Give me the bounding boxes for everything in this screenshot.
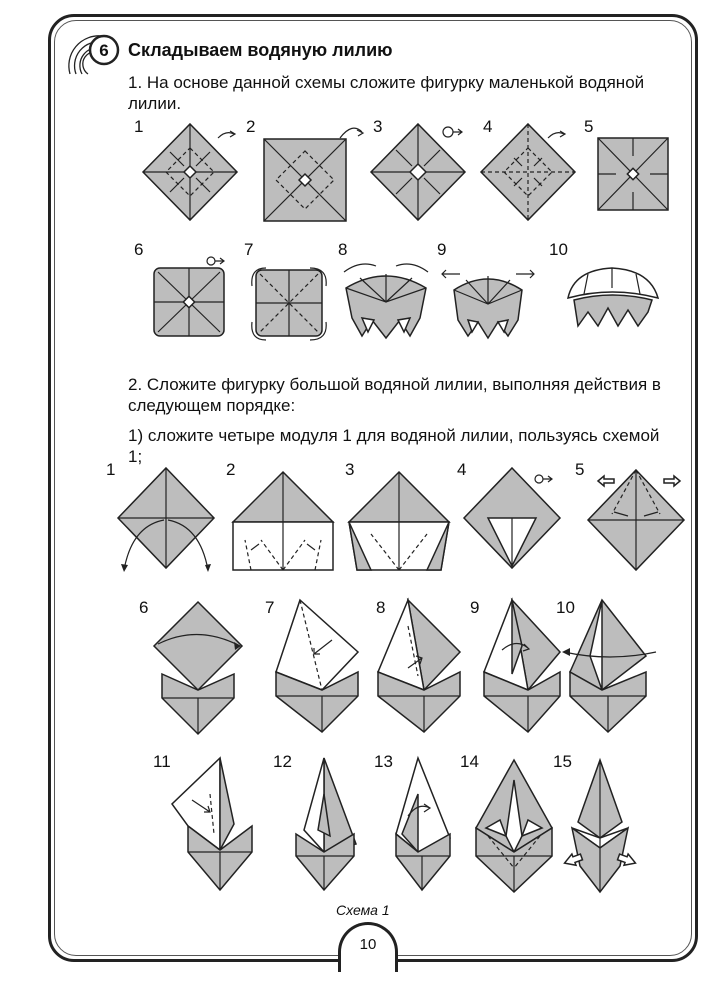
scheme-step-6-figure	[146, 600, 250, 736]
rotate-icon	[440, 124, 466, 140]
small-step-10-figure	[564, 264, 662, 334]
scheme-step-11-figure	[168, 754, 264, 894]
step-number: 3	[373, 117, 383, 136]
scheme-caption: Схема 1	[336, 902, 390, 918]
step-number: 5	[584, 117, 594, 136]
step-number: 4	[457, 460, 467, 479]
instruction-part1: 1. На основе данной схемы сложите фигурку маленькой водяной лилии.	[128, 73, 645, 113]
small-step-2-figure	[262, 137, 348, 223]
step-number: 12	[273, 752, 292, 771]
arrow-icon	[216, 128, 238, 142]
step-number: 8	[376, 598, 386, 617]
scheme-step-2-figure	[231, 470, 335, 574]
scheme-step-12-figure	[290, 754, 360, 894]
instruction-part2: 2. Сложите фигурку большой водяной лилии, выполняя действия в следующем порядке:	[128, 375, 661, 415]
scheme-step-10-figure	[560, 596, 660, 736]
step-number: 9	[437, 240, 447, 259]
scheme-step-1-figure	[114, 466, 218, 576]
step-number: 6	[134, 240, 144, 259]
step-number: 14	[460, 752, 479, 771]
step-number: 10	[556, 598, 575, 617]
step-number: 13	[374, 752, 393, 771]
scheme-step-14-figure	[466, 756, 562, 896]
small-step-6-figure	[152, 266, 226, 338]
step-number: 6	[139, 598, 149, 617]
flip-arrow-icon	[338, 124, 366, 142]
scheme-step-7-figure	[270, 596, 366, 736]
small-step-9-figure	[440, 262, 536, 342]
sun-icon	[62, 30, 122, 76]
scheme-step-8-figure	[372, 596, 468, 736]
step-number: 15	[553, 752, 572, 771]
step-number: 8	[338, 240, 348, 259]
spread-arrows-icon	[596, 474, 682, 488]
step-number: 11	[153, 752, 171, 771]
step-number: 1	[106, 460, 116, 479]
step-number: 9	[470, 598, 480, 617]
small-step-5-figure	[596, 136, 670, 212]
instruction-step1: 1) сложите четыре модуля 1 для водяной лилии, пользуясь схемой 1;	[128, 426, 660, 466]
step-number: 4	[483, 117, 493, 136]
rotate-icon	[205, 254, 227, 268]
step-number: 1	[134, 117, 144, 136]
step-number: 7	[265, 598, 275, 617]
section-number: 6	[99, 41, 109, 60]
small-step-8-figure	[340, 258, 432, 342]
step-number: 7	[244, 240, 254, 259]
flip-icon	[532, 472, 556, 486]
scheme-step-3-figure	[347, 470, 451, 574]
step-number: 3	[345, 460, 355, 479]
small-step-7-figure	[250, 266, 328, 342]
scheme-step-13-figure	[388, 754, 458, 894]
step-number: 10	[549, 240, 568, 259]
page-number: 10	[359, 936, 377, 953]
section-title: Складываем водяную лилию	[128, 40, 393, 60]
scheme-step-15-figure	[560, 756, 640, 896]
step-number: 2	[246, 117, 256, 136]
step-number: 5	[575, 460, 585, 479]
step-number: 2	[226, 460, 236, 479]
arrow-icon	[546, 128, 568, 142]
